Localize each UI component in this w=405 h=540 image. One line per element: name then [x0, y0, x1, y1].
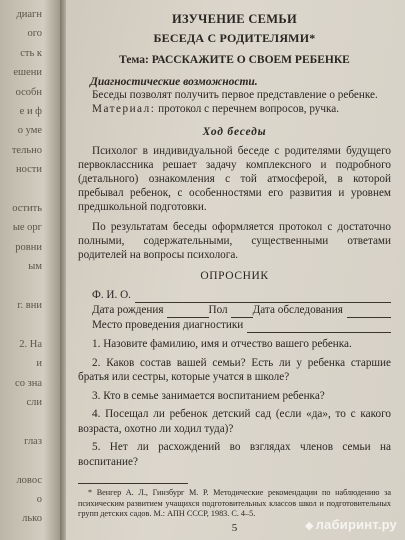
- left-page-fragment: о: [36, 494, 42, 505]
- left-page-fragment: ловос: [16, 474, 42, 486]
- question-list: [78, 337, 391, 469]
- left-page-fragment: особн: [15, 86, 42, 98]
- left-page-fragment: 2. На: [19, 338, 42, 350]
- question-item: 5. Нет ли расхождений во взглядах членов семьи на воспитание?: [78, 441, 391, 468]
- fio-label: Ф. И. О.: [92, 289, 131, 301]
- left-page-fragment: остить: [12, 203, 42, 214]
- questionnaire-title: ОПРОСНИК: [200, 270, 269, 282]
- watermark: [305, 517, 397, 532]
- page-content: [78, 12, 391, 534]
- question-item: 3. Кто в семье занимается воспитанием ребенка?: [92, 389, 325, 402]
- footnote-divider: [78, 483, 188, 484]
- left-page-fragment: ности: [16, 164, 42, 176]
- birth-sex-exam-field: [78, 303, 391, 318]
- left-page-fragment: сли: [26, 397, 42, 408]
- fio-blank: [135, 291, 391, 303]
- left-page-fragment: ешени: [13, 67, 42, 79]
- page-subtitle: БЕСЕДА С РОДИТЕЛЯМИ*: [153, 31, 316, 45]
- left-page-fragment: е и ф: [19, 106, 42, 117]
- diagnostic-text: Беседы позволят получить первое представление о ребенке.: [92, 89, 378, 101]
- watermark-text: лабиринт.ру: [315, 517, 397, 532]
- material-line: [78, 102, 391, 116]
- left-page-fragment: глаз: [24, 435, 42, 447]
- sex-blank: [231, 306, 253, 318]
- procedure-paragraph-2: По результатам беседы оформляется протокол с достаточно полными, содержательными, существенными ответами родителей на вопросы психолога.: [78, 221, 391, 261]
- birth-label: Дата рождения: [92, 304, 164, 316]
- procedure-paragraph-1: Психолог в индивидуальной беседе с родителями будущего первоклассника решает задачу комплексного и подробного (детального) ознакомления с той атмосферой, в которой пребывал ребенок, с особенностями его развития и уровнем предшкольной подготовки.: [78, 145, 391, 213]
- left-page-edge: [0, 0, 62, 540]
- left-page-fragment: ого: [27, 28, 42, 40]
- left-page-fragment: ым: [28, 261, 42, 273]
- question-item: 4. Посещал ли ребенок детский сад (если «да», то с какого возраста, охотно ли ходил туда)?: [78, 408, 391, 435]
- place-field: [78, 318, 391, 333]
- material-text: протокол с перечнем вопросов, ручка.: [155, 103, 340, 115]
- left-page-fragment: лько: [22, 513, 42, 525]
- diagnostic-heading: Диагностические возможности.: [90, 76, 258, 88]
- left-page-fragment: тельно: [11, 144, 42, 156]
- left-page-fragment: г. вни: [17, 300, 42, 311]
- question-item: 2. Каков состав вашей семьи? Есть ли у ребенка старшие братья или сестры, которые учатся в школе?: [78, 356, 391, 383]
- footnote: * Венгер А. Л., Гинзбург М. Р. Методические рекомендации по наблюдению за психическим развитием учащихся подготовительных классов школ и подготовительных групп детских садов. М.: АПН СССР, 1983. С. 4–5.: [78, 488, 391, 518]
- procedure-heading: Ход беседы: [202, 126, 267, 138]
- place-label: Место проведения диагностики: [92, 319, 244, 331]
- conversation-theme: Тема: РАССКАЖИТЕ О СВОЕМ РЕБЕНКЕ: [119, 54, 350, 66]
- exam-label: Дата обследования: [252, 304, 343, 316]
- exam-blank: [347, 306, 391, 318]
- left-page-fragment: сть к: [20, 47, 42, 59]
- left-page-fragment: диагн: [16, 9, 42, 20]
- left-page-fragment: и: [36, 358, 42, 370]
- sex-label: Пол: [208, 304, 228, 316]
- left-page-fragment: ровни: [15, 241, 42, 253]
- place-blank: [247, 321, 391, 333]
- left-page-fragment: ые орг: [12, 222, 42, 234]
- material-label: Материал:: [92, 103, 156, 115]
- left-page-fragment: со зна: [15, 377, 42, 389]
- left-page-fragment: о уме: [17, 125, 42, 137]
- birth-blank: [167, 306, 209, 318]
- book-page: [66, 0, 405, 540]
- page-number: 5: [231, 521, 238, 534]
- page-title: ИЗУЧЕНИЕ СЕМЬИ: [172, 12, 297, 26]
- question-item: 1. Назовите фамилию, имя и отчество вашего ребенка.: [92, 338, 352, 350]
- fio-field: [78, 288, 391, 303]
- bird-logo-icon: ◆: [304, 520, 314, 532]
